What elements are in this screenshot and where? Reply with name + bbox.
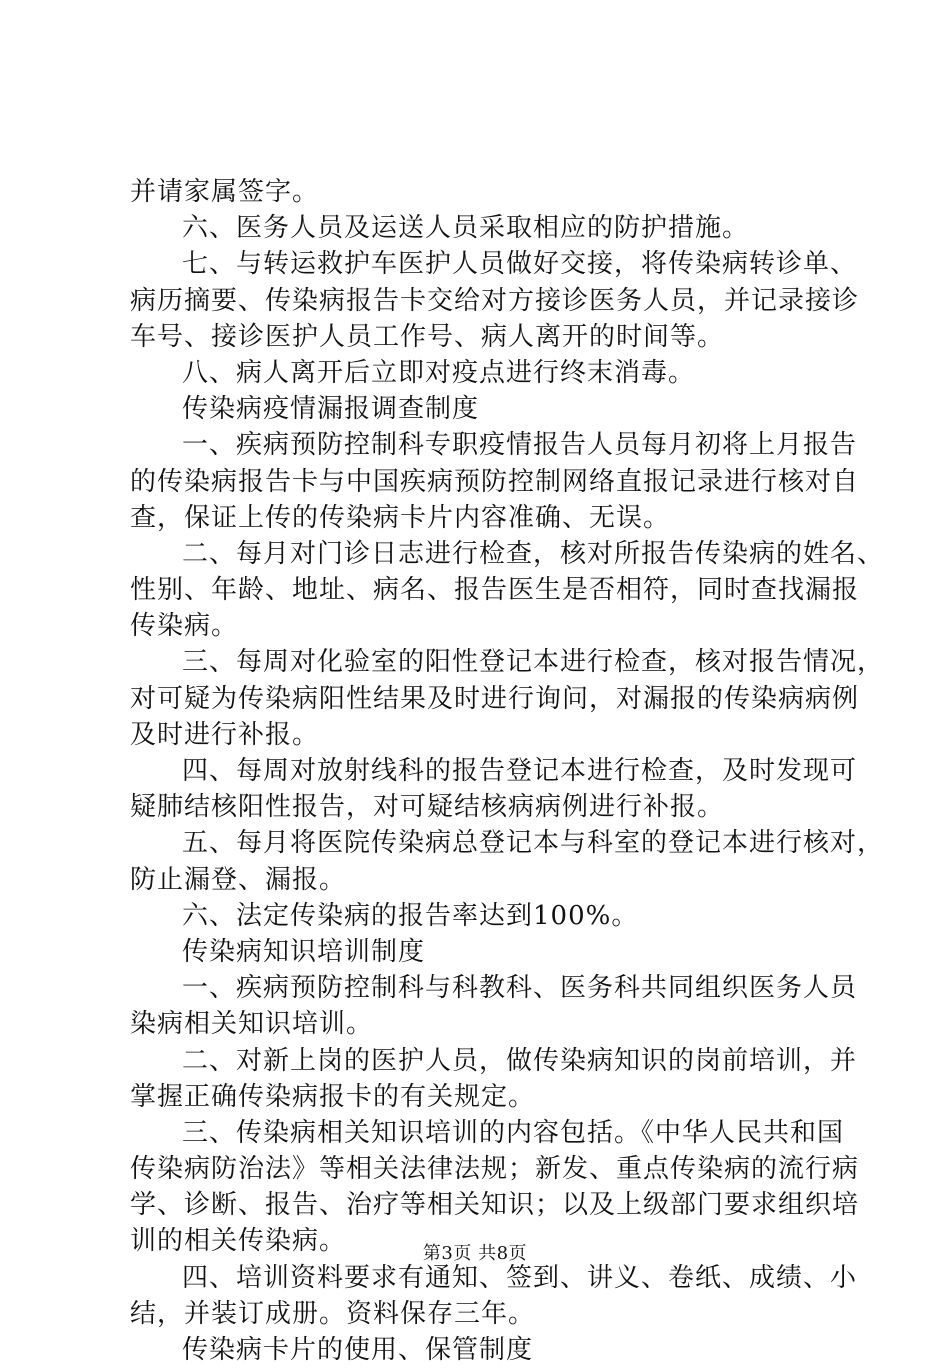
text-line: 传染病卡片的使用、保管制度 — [182, 1335, 534, 1365]
text-line: 学、诊断、报告、治疗等相关知识；以及上级部门要求组织培 — [130, 1190, 860, 1221]
text-line: 三、传染病相关知识培训的内容包括。《中华人民共和国 — [182, 1117, 845, 1148]
text-line: 防止漏登、漏报。 — [130, 864, 347, 895]
text-line: 一、疾病预防控制科专职疫情报告人员每月初将上月报告 — [182, 430, 858, 461]
text-line: 传染病疫情漏报调查制度 — [182, 394, 480, 425]
text-line: 六、法定传染病的报告率达到100%。 — [182, 900, 639, 931]
text-line: 结，并装订成册。资料保存三年。 — [130, 1298, 536, 1329]
text-line: 四、每周对放射线科的报告登记本进行检查，及时发现可 — [182, 756, 858, 786]
document-body — [130, 174, 885, 1368]
text-line: 病历摘要、传染病报告卡交给对方接诊医务人员，并记录接诊 — [130, 285, 860, 316]
text-line: 二、每月对门诊日志进行检查，核对所报告传染病的姓名、 — [182, 538, 885, 569]
text-line: 车号、接诊医护人员工作号、病人离开的时间等。 — [130, 321, 725, 352]
text-line: 对可疑为传染病阳性结果及时进行询问，对漏报的传染病病例 — [130, 683, 860, 714]
text-line: 传染病。 — [130, 611, 239, 642]
text-line: 传染病防治法》等相关法律法规；新发、重点传染病的流行病 — [130, 1154, 860, 1185]
text-line: 染病相关知识培训。 — [130, 1009, 374, 1040]
text-line: 的传染病报告卡与中国疾病预防控制网络直报记录进行核对自 — [130, 466, 860, 497]
text-line: 及时进行补报。 — [130, 719, 320, 750]
text-line: 性别、年龄、地址、病名、报告医生是否相符，同时查找漏报 — [130, 575, 860, 606]
text-line: 疑肺结核阳性报告，对可疑结核病病例进行补报。 — [130, 792, 725, 823]
text-line: 查，保证上传的传染病卡片内容准确、无误。 — [130, 502, 671, 533]
text-line: 三、每周对化验室的阳性登记本进行检查，核对报告情况， — [182, 647, 885, 678]
text-line: 传染病知识培训制度 — [182, 936, 426, 967]
text-line: 并请家属签字。 — [130, 177, 320, 207]
text-line: 掌握正确传染病报卡的有关规定。 — [130, 1081, 536, 1112]
text-line: 五、每月将医院传染病总登记本与科室的登记本进行核对， — [182, 828, 885, 859]
text-line: 六、医务人员及运送人员采取相应的防护措施。 — [182, 213, 750, 244]
text-line: 一、疾病预防控制科与科教科、医务科共同组织医务人员 — [182, 973, 858, 1004]
text-line: 训的相关传染病。 — [130, 1226, 347, 1257]
text-line: 二、对新上岗的医护人员，做传染病知识的岗前培训，并 — [182, 1045, 858, 1076]
text-line: 七、与转运救护车医护人员做好交接，将传染病转诊单、 — [182, 249, 858, 280]
text-line: 八、病人离开后立即对疫点进行终末消毒。 — [182, 357, 696, 388]
page-footer: 第3页 共8页 — [422, 1243, 528, 1264]
text-line: 四、培训资料要求有通知、签到、讲义、卷纸、成绩、小 — [182, 1262, 858, 1293]
